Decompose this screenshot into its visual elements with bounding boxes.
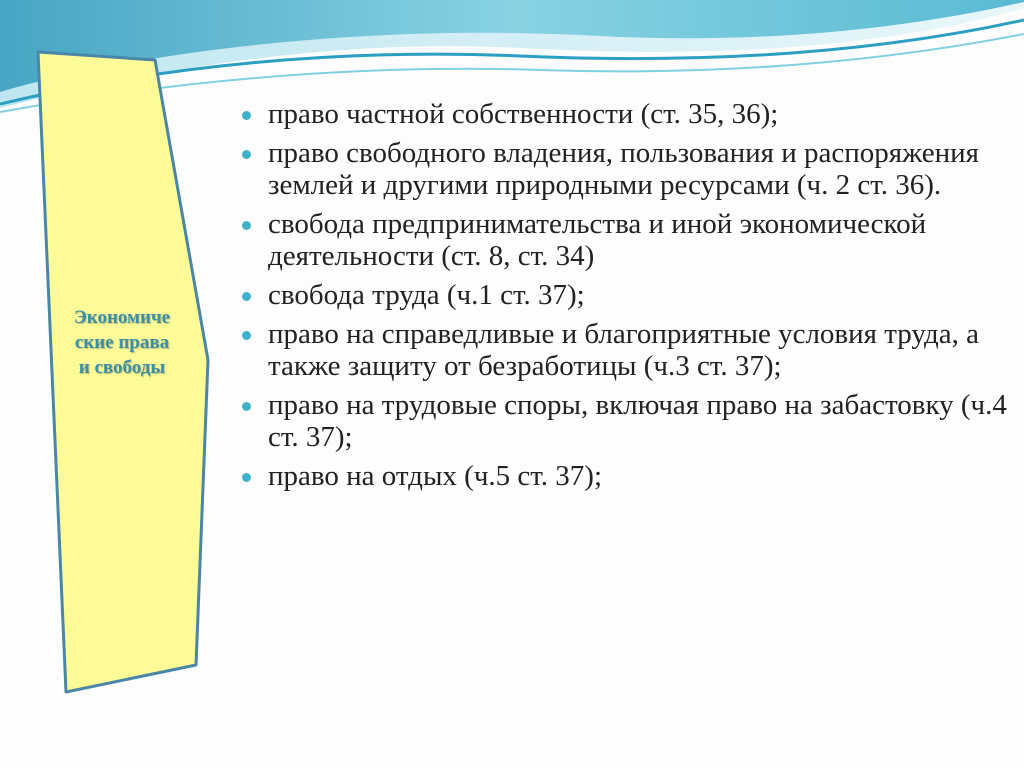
list-item-text: свобода предпринимательства и иной экономической деятельности (ст. 8, ст. 34) bbox=[268, 208, 927, 272]
bullet-icon bbox=[242, 150, 251, 159]
list-item-text: право свободного владения, пользования и распоряжения землей и другими природными ресурсами (ч. 2 ст. 36). bbox=[268, 137, 979, 201]
side-panel-shape bbox=[0, 0, 240, 767]
side-panel-label-line: и свободы bbox=[78, 357, 166, 378]
side-panel-label-line: Экономиче bbox=[73, 307, 171, 328]
list-item bbox=[238, 98, 1008, 130]
list-item bbox=[238, 137, 1008, 201]
rights-list bbox=[238, 98, 1008, 499]
bullet-icon bbox=[242, 292, 251, 301]
bullet-icon bbox=[242, 221, 251, 230]
list-item bbox=[238, 279, 1008, 311]
bullet-icon bbox=[242, 473, 251, 482]
side-panel-label bbox=[52, 305, 192, 380]
side-panel-label-line: ские права bbox=[74, 332, 170, 353]
bullet-icon bbox=[242, 331, 251, 340]
list-item bbox=[238, 389, 1008, 453]
list-item-text: право частной собственности (ст. 35, 36); bbox=[268, 98, 779, 130]
list-item bbox=[238, 208, 1008, 272]
list-item-text: право на отдых (ч.5 ст. 37); bbox=[268, 460, 602, 492]
list-item-text: право на справедливые и благоприятные условия труда, а также защиту от безработицы (ч.3 ст. 37); bbox=[268, 318, 980, 382]
list-item bbox=[238, 318, 1008, 382]
bullet-icon bbox=[242, 111, 251, 120]
bullet-icon bbox=[242, 402, 251, 411]
list-item-text: свобода труда (ч.1 ст. 37); bbox=[268, 279, 585, 311]
list-item bbox=[238, 460, 1008, 492]
list-item-text: право на трудовые споры, включая право на забастовку (ч.4 ст. 37); bbox=[268, 389, 1007, 453]
